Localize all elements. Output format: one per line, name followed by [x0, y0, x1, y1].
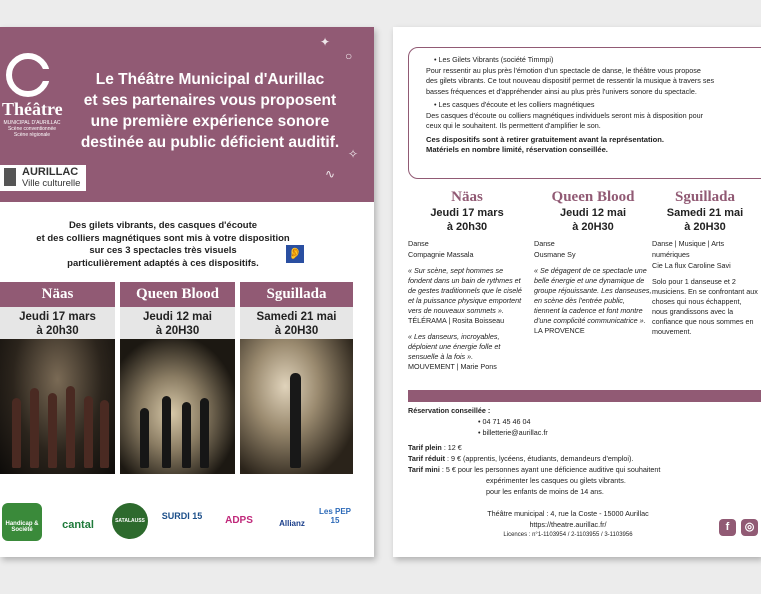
theatre-logo-icon — [6, 53, 50, 97]
show-date-time: à 20H30 — [155, 325, 200, 337]
reservation-phone[interactable]: • 04 71 45 46 04 — [478, 417, 531, 426]
show-genre: Danse — [534, 239, 555, 248]
sparkle-icon: ✦ — [320, 35, 331, 49]
address-line: Théâtre municipal : 4, rue la Coste - 15000 Aurillac — [487, 509, 649, 518]
show-date-time: à 20h30 — [36, 325, 79, 337]
bullet-vests: • Les Gilets Vibrants (société Timmpi) — [434, 55, 554, 64]
aurillac-logo — [0, 165, 86, 191]
logo-title: Théâtre — [2, 99, 63, 119]
show-details-queen-blood — [534, 189, 652, 336]
reservation-info — [408, 405, 738, 497]
show-date-day: Jeudi 12 mai — [142, 311, 213, 323]
show-title: Sguillada — [240, 282, 353, 307]
logo-subtitle: MUNICIPAL D'AURILLAC Scène conventionnée Scène régionale — [3, 120, 61, 138]
tarif-label: Tarif réduit — [408, 454, 446, 463]
show-company: Compagnie Massala — [408, 250, 474, 259]
banner-headline — [60, 69, 360, 153]
info-line: des gilets vibrants. Ce tout nouveau dispositif permet de ressentir la musique à travers ses — [426, 76, 715, 85]
section-divider — [408, 390, 761, 402]
tarif-label: Tarif mini — [408, 465, 440, 474]
right-flyer-page — [393, 27, 761, 557]
show-title: Näas — [451, 189, 483, 205]
show-date-time: à 20H30 — [684, 221, 726, 233]
info-line: Des casques d'écoute ou colliers magnétiques individuels seront mis à disposition pour — [426, 110, 704, 120]
show-date-day: Jeudi 17 mars — [19, 311, 96, 323]
reservation-email[interactable]: • billetterie@aurillac.fr — [478, 428, 548, 437]
facebook-icon[interactable]: f — [719, 519, 736, 536]
theatre-address — [453, 509, 683, 541]
intro-text — [28, 220, 298, 270]
headline-line: destinée au public déficient auditif. — [80, 134, 340, 151]
website-link[interactable]: https://theatre.aurillac.fr/ — [529, 519, 607, 529]
show-company: Ousmane Sy — [534, 250, 576, 259]
show-description: Solo pour 1 danseuse et 2 musiciens. En se confrontant aux choses qui nous échappent, nous grandissons avec la confiance que nous sommes en mouvement. — [652, 277, 758, 336]
tarif-value: : 9 € — [447, 454, 462, 463]
press-source: MOUVEMENT | Marie Pons — [408, 362, 497, 371]
info-line: basses fréquences et d'appréhender ainsi au plus près l'univers sonore du spectacle. — [426, 86, 697, 96]
tarif-value: : 12 € — [443, 443, 462, 452]
aurillac-tagline: Ville culturelle — [22, 178, 81, 189]
licences-line: Licences : n°1-1103954 / 2-1103955 / 3-1103956 — [503, 532, 633, 538]
show-genre: Danse | Musique | Arts numériques — [652, 239, 725, 259]
show-card-naas — [0, 282, 115, 474]
bullet-vests-text: Les Gilets Vibrants (société Timmpi) — [438, 55, 554, 64]
intro-line: Des gilets vibrants, des casques d'écoute — [68, 220, 258, 231]
tarif-note: pour les personnes ayant une déficience auditive qui souhaitent — [457, 465, 661, 474]
partner-logo: Allianz — [279, 519, 305, 528]
headline-line: une première expérience sonore — [90, 113, 330, 130]
headline-line: Le Théâtre Municipal d'Aurillac — [95, 71, 325, 88]
tarif-label: Tarif plein — [408, 443, 442, 452]
instagram-icon[interactable]: ◎ — [741, 519, 758, 536]
info-line: ceux qui le souhaitent. Ils permettent d'amplifier le son. — [426, 121, 601, 130]
partner-logo: Les PEP 15 — [318, 507, 351, 525]
aurillac-mark-icon — [4, 168, 16, 186]
tarif-value: : 5 € — [441, 465, 456, 474]
partner-logo: Handicap & Société — [2, 503, 42, 541]
show-date-day: Jeudi 17 mars — [430, 207, 504, 219]
show-date-day: Samedi 21 mai — [256, 311, 337, 323]
info-bold: Ces dispositifs sont à retirer gratuitement avant la représentation. — [426, 134, 665, 144]
partner-logo: SURDI 15 — [161, 511, 203, 521]
show-title: Sguillada — [674, 189, 736, 205]
intro-line: sur ces 3 spectacles très visuels — [89, 245, 237, 256]
reservation-title: Réservation conseillée : — [408, 406, 491, 415]
partner-logo: ADPS — [225, 515, 253, 526]
show-genre: Danse — [408, 239, 429, 248]
show-date — [0, 307, 115, 339]
headline-line: et ses partenaires vous proposent — [83, 92, 337, 109]
partner-logo: SATALAUSS — [112, 503, 148, 539]
hearing-loop-icon: 👂 — [286, 245, 304, 263]
left-flyer-page — [0, 27, 374, 557]
aurillac-city: AURILLAC — [22, 166, 79, 178]
press-source: LA PROVENCE — [534, 326, 585, 335]
intro-line: et des colliers magnétiques sont mis à votre disposition — [36, 232, 290, 244]
show-photo — [120, 339, 235, 474]
squiggle-icon: ∿ — [325, 167, 336, 181]
intro-line: particulièrement adaptés à ces dispositifs. — [67, 257, 259, 269]
show-details-sguillada — [652, 189, 758, 337]
tarif-note: expérimenter les casques ou gilets vibrants. — [486, 476, 626, 485]
show-title: Näas — [0, 282, 115, 307]
show-photo — [240, 339, 353, 474]
show-details-naas — [408, 189, 526, 372]
info-bold: Matériels en nombre limité, réservation conseillée. — [426, 145, 608, 154]
tarif-note: pour les enfants de moins de 14 ans. — [486, 487, 604, 496]
bullet-headsets-text: Les casques d'écoute et les colliers magnétiques — [438, 100, 595, 109]
tarif-note: (apprentis, lycéens, étudiants, demandeurs d'emploi). — [463, 454, 634, 463]
show-company: Cie La flux Caroline Savi — [652, 261, 731, 270]
show-date-time: à 20H30 — [572, 221, 614, 233]
show-title: Queen Blood — [120, 282, 235, 307]
show-title: Queen Blood — [551, 189, 635, 205]
title-banner — [0, 27, 374, 202]
show-date-time: à 20H30 — [274, 325, 319, 337]
info-line: Pour ressentir au plus près l'émotion d'un spectacle de danse, le théâtre vous propose — [426, 65, 701, 75]
show-date — [240, 307, 353, 339]
sparkle-icon: ✧ — [348, 147, 359, 161]
show-card-queen-blood — [120, 282, 235, 474]
show-date — [120, 307, 235, 339]
show-date-day: Jeudi 12 mai — [559, 207, 627, 219]
press-quote: « Les danseurs, incroyables, déploient une énergie folle et sensuelle à la fois ». — [408, 332, 501, 361]
press-quote: « Se dégagent de ce spectacle une belle énergie et une dynamique de groupe réjouissante. Les danseuses, en scène dès l'entrée public, tiennent la cadence et font montre d'une complicité communicatrice ». — [534, 266, 652, 325]
show-card-sguillada — [240, 282, 353, 474]
partner-logo: cantal — [62, 519, 94, 531]
show-photo — [0, 339, 115, 474]
partner-logos — [0, 497, 374, 547]
dot-icon: ○ — [345, 49, 353, 63]
show-date-time: à 20h30 — [446, 221, 488, 233]
bullet-headsets: • Les casques d'écoute et les colliers magnétiques — [434, 100, 595, 109]
press-quote: « Sur scène, sept hommes se fondent dans un bain de rythmes et de gestes traditionnels que le ciselé et la puissance physique emportent vers de nouveaux sommets ». — [408, 266, 522, 315]
press-source: TÉLÉRAMA | Rosita Boisseau — [408, 316, 505, 325]
show-date-day: Samedi 21 mai — [666, 207, 744, 219]
devices-info — [426, 55, 756, 156]
